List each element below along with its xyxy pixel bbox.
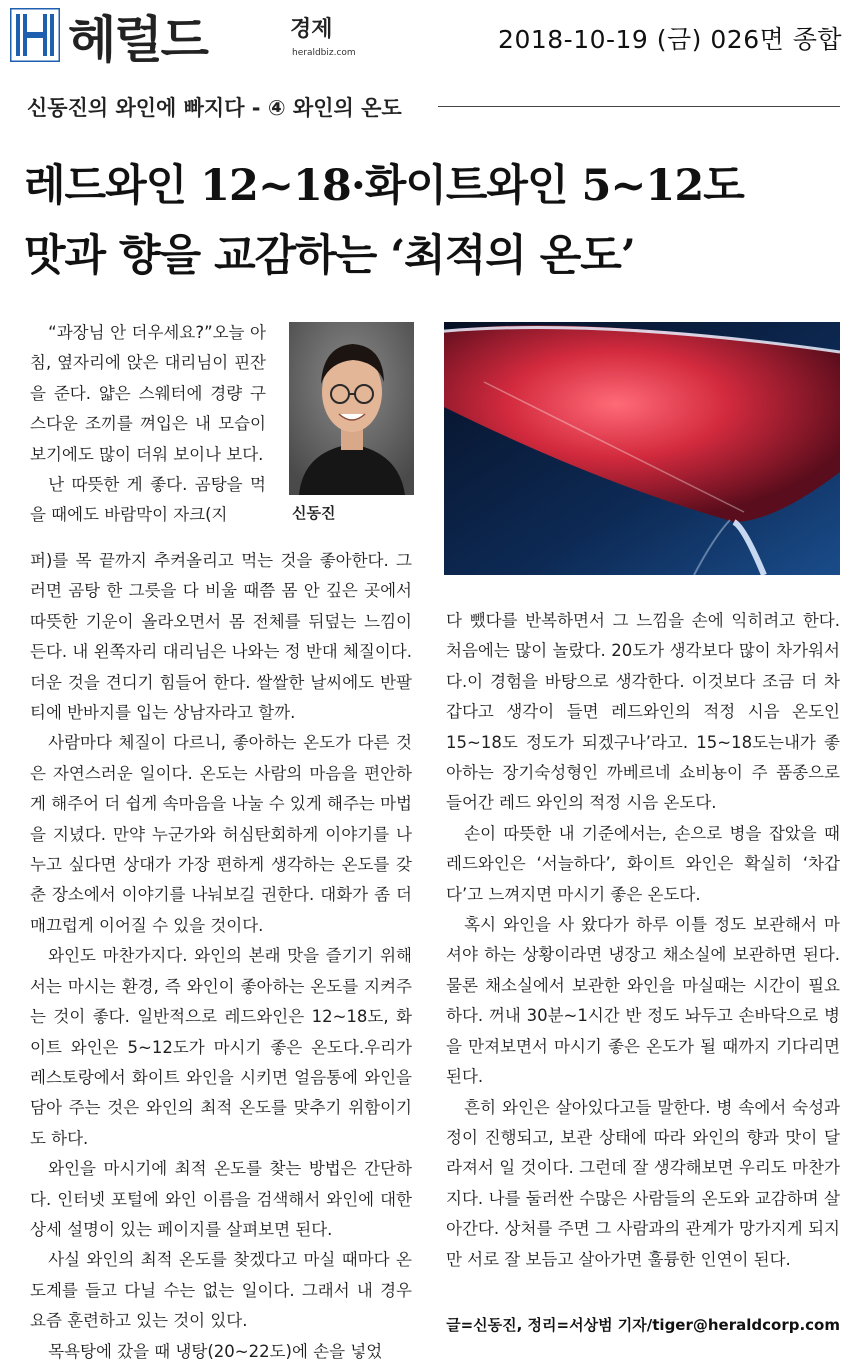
headline-line-2: 맛과 향을 교감하는 ‘최적의 온도’	[24, 231, 635, 281]
paragraph: 혹시 와인을 사 왔다가 하루 이틀 정도 보관해서 마셔야 하는 상황이라면 냉장고 채소실에 보관하면 된다. 물론 채소실에서 보관한 와인을 마실때는 시간이 필요하다. 꺼내 30분~1시간 반 정도 놔두고 손바닥으로 병을 만져보면서 마시기 좋은 온도가 될 때까지 기다리면 된다.	[446, 915, 840, 1087]
article-column-1	[30, 546, 412, 1367]
herald-h-logo-icon	[10, 8, 60, 62]
article-column-2	[446, 606, 840, 1275]
series-divider	[438, 106, 840, 107]
paragraph: 퍼)를 목 끝까지 추켜올리고 먹는 것을 좋아한다. 그러면 곰탕 한 그릇을 다 비울 때쯤 몸 안 깊은 곳에서 따뜻한 기운이 올라오면서 몸 전체를 뒤덮는 느낌이 든다. 내 왼쪽자리 대리님은 나와는 정 반대 체질이다. 더운 것을 견디기 힘들어 한다. 쌀쌀한 날씨에도 반팔티에 반바지를 입는 상남자라고 할까.	[30, 551, 412, 723]
paragraph: 흔히 와인은 살아있다고들 말한다. 병 속에서 숙성과정이 진행되고, 보관 상태에 따라 와인의 향과 맛이 달라져서 일 것이다. 그런데 잘 생각해보면 우리도 마찬가지다. 나를 둘러싼 수많은 사람들의 온도와 교감하며 살아간다. 상처를 주면 그 사람과의 관계가 망가지게 되지만 서로 잘 보듬고 살아가면 훌륭한 인연이 된다.	[446, 1097, 840, 1269]
masthead-logo	[10, 6, 370, 69]
paragraph: 목욕탕에 갔을 때 냉탕(20~22도)에 손을 넣었	[48, 1341, 383, 1361]
portrait-caption: 신동진	[292, 504, 336, 522]
masthead-name: 헤럴드	[68, 11, 207, 69]
paragraph: 다 뺐다를 반복하면서 그 느낌을 손에 익히려고 한다. 처음에는 많이 놀랐다. 20도가 생각보다 많이 차가워서다.이 경험을 바탕으로 생각한다. 이것보다 조금 더 차갑다고 생각이 들면 레드와인의 적정 시음 온도인 15~18도 정도가 되겠구나’라고. 15~18도는내가 좋아하는 장기숙성형인 까베르네 쇼비뇽이 주 품종으로 들어간 레드 와인의 적정 시음 온도다.	[446, 611, 840, 813]
headline-line-1: 레드와인 12~18·화이트와인 5~12도	[24, 161, 744, 211]
dateline: 2018-10-19 (금) 026면 종합	[498, 25, 842, 54]
paragraph: 사실 와인의 최적 온도를 찾겠다고 마실 때마다 온도계를 들고 다닐 수는 없는 일이다. 그래서 내 경우 요즘 훈련하고 있는 것이 있다.	[30, 1250, 412, 1331]
wine-glass-photo	[444, 322, 840, 575]
article-column-1-top	[30, 318, 266, 531]
byline: 글=신동진, 정리=서상범 기자/tiger@heraldcorp.com	[446, 1316, 840, 1334]
paragraph: 와인을 마시기에 최적 온도를 찾는 방법은 간단하다. 인터넷 포털에 와인 이름을 검색해서 와인에 대한 상세 설명이 있는 페이지를 살펴보면 된다.	[30, 1159, 412, 1239]
paragraph: “과장님 안 더우세요?”오늘 아침, 옆자리에 앉은 대리님이 핀잔을 준다. 얇은 스웨터에 경량 구스다운 조끼를 껴입은 내 모습이 보기에도 많이 더워 보이나 보다.	[30, 323, 266, 464]
portrait-image	[289, 322, 414, 495]
series-title: 신동진의 와인에 빠지다 - ④ 와인의 온도	[27, 96, 402, 120]
author-portrait	[289, 322, 414, 495]
paragraph: 난 따뜻한 게 좋다. 곰탕을 먹을 때에도 바람막이 자크(지	[30, 475, 266, 525]
paragraph: 와인도 마찬가지다. 와인의 본래 맛을 즐기기 위해서는 마시는 환경, 즉 와인이 좋아하는 온도를 지켜주는 것이 좋다. 일반적으로 레드와인은 12~18도, 화이트 와인은 5~12도가 마시기 좋은 온도다.우리가 레스토랑에서 화이트 와인을 시키면 얼음통에 와인을 담아 주는 것은 와인의 최적 온도를 맞추기 위함이기도 하다.	[30, 946, 412, 1148]
paragraph: 손이 따뜻한 내 기준에서는, 손으로 병을 잡았을 때 레드와인은 ‘서늘하다’, 화이트 와인은 확실히 ‘차갑다’고 느껴지면 마시기 좋은 온도다.	[446, 823, 840, 904]
paragraph: 사람마다 체질이 다르니, 좋아하는 온도가 다른 것은 자연스러운 일이다. 온도는 사람의 마음을 편안하게 해주어 더 쉽게 속마음을 나눌 수 있게 해주는 마법을 지녔다. 만약 누군가와 허심탄회하게 이야기를 나누고 싶다면 상대가 가장 편하게 생각하는 온도를 갖춘 장소에서 이야기를 나눠보길 권한다. 대화가 좀 더 매끄럽게 이어질 수 있을 것이다.	[30, 733, 412, 935]
masthead-section: 경제	[290, 17, 333, 42]
wine-glass-image	[444, 322, 840, 575]
masthead-url: heraldbiz.com	[292, 48, 356, 58]
